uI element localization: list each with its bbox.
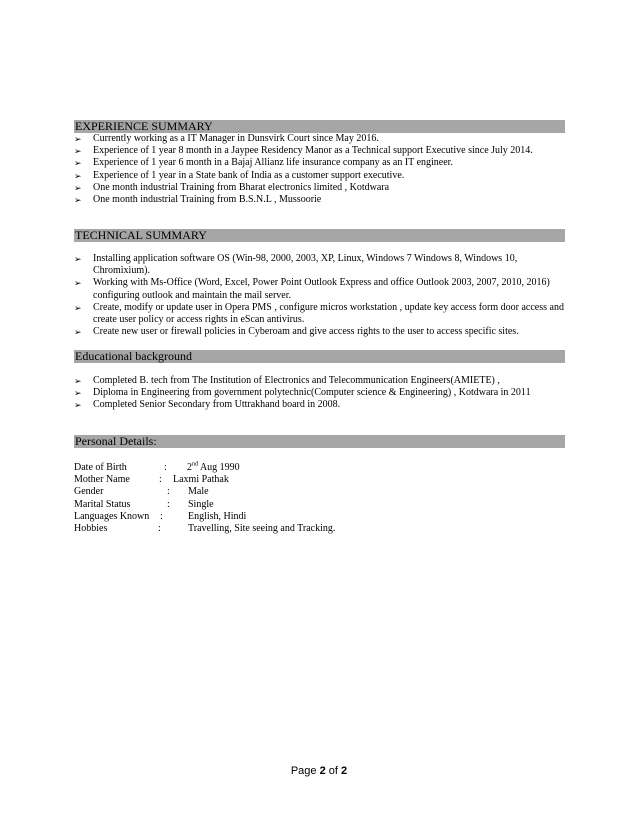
arrow-bullet-icon: ➢ bbox=[74, 254, 82, 264]
list-item: ➢ Completed B. tech from The Institution of Electronics and Telecommunication Engineers(AMIETE) , bbox=[74, 375, 500, 386]
experience-list bbox=[74, 133, 570, 206]
dob-label: Date of Birth bbox=[74, 462, 127, 473]
list-item: ➢ Experience of 1 year 6 month in a Bajaj Allianz life insurance company as an IT engineer. bbox=[74, 157, 453, 169]
arrow-bullet-icon: ➢ bbox=[74, 195, 82, 206]
arrow-bullet-icon: ➢ bbox=[74, 388, 82, 399]
arrow-bullet-icon: ➢ bbox=[74, 134, 82, 144]
arrow-bullet-icon: ➢ bbox=[74, 278, 82, 289]
list-item: ➢ Experience of 1 year in a State bank of India as a customer support executive. bbox=[74, 169, 405, 181]
current-page-number: 2 bbox=[319, 765, 326, 777]
gender-value: Male bbox=[188, 486, 209, 498]
arrow-bullet-icon: ➢ bbox=[74, 327, 82, 338]
marital-value: Single bbox=[188, 498, 214, 510]
arrow-bullet-icon: ➢ bbox=[74, 170, 82, 181]
arrow-bullet-icon: ➢ bbox=[74, 400, 82, 411]
education-list bbox=[74, 375, 570, 412]
list-item: ➢ Currently working as a IT Manager in Dunsvirk Court since May 2016. bbox=[74, 133, 379, 144]
list-item: ➢ Completed Senior Secondary from Uttrakhand board in 2008. bbox=[74, 399, 341, 411]
languages-value: English, Hindi bbox=[188, 510, 247, 522]
marital-label: Marital Status bbox=[74, 498, 131, 510]
arrow-bullet-icon: ➢ bbox=[74, 376, 82, 386]
separator: : bbox=[167, 498, 170, 510]
list-item: ➢ One month industrial Training from B.S.N.L , Mussoorie bbox=[74, 194, 322, 206]
list-item: ➢ Installing application software OS (Win-98, 2000, 2003, XP, Linux, Windows 7 Windows 8, Windows 10, Chromixium). bbox=[74, 253, 518, 277]
dob-value: 2nd Aug 1990 bbox=[187, 461, 240, 473]
mother-value: Laxmi Pathak bbox=[173, 474, 229, 486]
arrow-bullet-icon: ➢ bbox=[74, 158, 82, 169]
arrow-bullet-icon: ➢ bbox=[74, 146, 82, 157]
separator: : bbox=[158, 522, 161, 534]
languages-label: Languages Known bbox=[74, 510, 150, 522]
technical-list bbox=[74, 253, 570, 338]
mother-label: Mother Name bbox=[74, 474, 130, 486]
hobbies-label: Hobbies bbox=[74, 522, 108, 534]
experience-summary-heading: EXPERIENCE SUMMARY bbox=[74, 120, 565, 133]
separator: : bbox=[160, 510, 163, 522]
gender-label: Gender bbox=[74, 486, 104, 498]
list-item: ➢ Diploma in Engineering from government polytechnic(Computer science & Engineering) , Kotdwara in 2011 bbox=[74, 387, 531, 399]
list-item: ➢ Experience of 1 year 8 month in a Jaypee Residency Manor as a Technical support Executive since July 2014. bbox=[74, 145, 533, 157]
list-item: ➢ Create, modify or update user in Opera PMS , configure micros workstation , update key access form door access and create user policy or access rights in eScan antivirus. bbox=[74, 301, 564, 326]
arrow-bullet-icon: ➢ bbox=[74, 302, 82, 313]
separator: : bbox=[159, 474, 162, 486]
education-heading: Educational background bbox=[74, 350, 565, 363]
arrow-bullet-icon: ➢ bbox=[74, 182, 82, 193]
personal-details-heading: Personal Details: bbox=[74, 435, 565, 448]
list-item: ➢ Create new user or firewall policies in Cyberoam and give access rights to the user to access specific sites. bbox=[74, 326, 519, 338]
separator: : bbox=[164, 462, 167, 473]
page-footer: Page 2 of 2 bbox=[290, 765, 348, 777]
separator: : bbox=[167, 486, 170, 498]
list-item: ➢ One month industrial Training from Bharat electronics limited , Kotdwara bbox=[74, 181, 390, 193]
total-pages-number: 2 bbox=[341, 765, 348, 777]
technical-summary-heading: TECHNICAL SUMMARY bbox=[74, 229, 565, 242]
hobbies-value: Travelling, Site seeing and Tracking. bbox=[188, 522, 336, 534]
list-item: ➢ Working with Ms-Office (Word, Excel, Power Point Outlook Express and office Outlook 2003, 2007, 2010, 2016) configuring outlook and maintain the mail server. bbox=[74, 277, 550, 301]
